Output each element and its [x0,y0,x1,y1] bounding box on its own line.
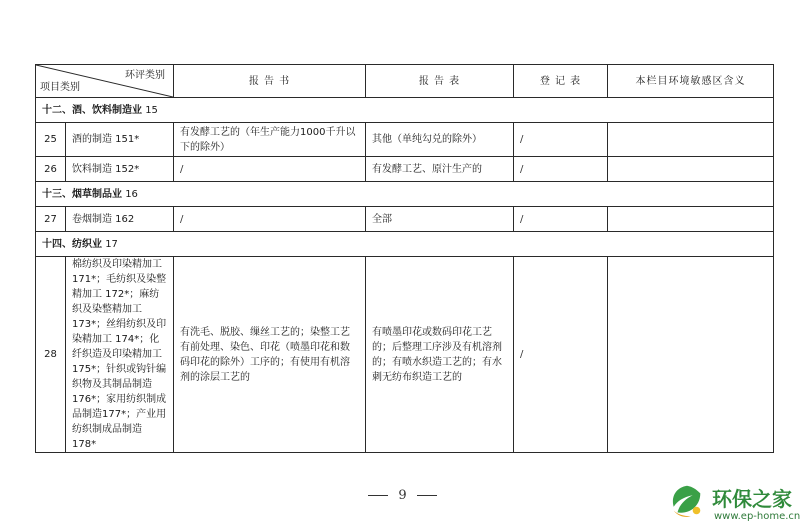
regulation-table [35,64,774,453]
footer-dash-right [417,495,437,496]
row-report-book: / [174,157,366,182]
row-category: 棉纺织及印染精加工171*；毛纺织及染整精加工 172*；麻纺织及染整精加工 173*；丝绢纺织及印染精加工 174*；化纤织造及印染精加工 175*；针织或钩针编织物及其制品制造 176*；家用纺织制成品制造177*；产业用纺织制成品制造 178* [66,257,174,453]
table-row [36,123,774,157]
row-registration: / [514,123,608,157]
section-row [36,232,774,257]
row-number: 25 [36,123,66,157]
section-code: 15 [145,104,158,116]
row-report-form: 其他（单纯勾兑的除外） [366,123,514,157]
section-title: 十三、烟草制品业 [42,188,122,200]
section-row [36,182,774,207]
section-cell [36,182,774,207]
table-row [36,207,774,232]
header-registration: 登 记 表 [514,65,608,98]
row-report-book: 有发酵工艺的（年生产能力1000千升以下的除外） [174,123,366,157]
section-cell [36,98,774,123]
row-report-form: 有喷墨印花或数码印花工艺的；后整理工序涉及有机溶剂的；有喷水织造工艺的；有水刺无纺布织造工艺的 [366,257,514,453]
section-title: 十二、酒、饮料制造业 [42,104,142,116]
section-code: 17 [105,238,118,250]
section-cell [36,232,774,257]
watermark-url: www.ep-home.cn [714,511,801,522]
row-report-form: 有发酵工艺、原汁生产的 [366,157,514,182]
header-sensitive-area: 本栏目环境敏感区含义 [608,65,774,98]
row-sensitive-area [608,123,774,157]
row-report-book: / [174,207,366,232]
section-title: 十四、纺织业 [42,238,102,250]
row-category: 饮料制造 152* [66,157,174,182]
row-category: 酒的制造 151* [66,123,174,157]
table-row [36,257,774,453]
watermark-brand: 环保之家 [712,487,792,511]
row-sensitive-area [608,207,774,232]
row-sensitive-area [608,157,774,182]
row-report-form: 全部 [366,207,514,232]
header-report-book: 报 告 书 [174,65,366,98]
watermark [662,476,805,529]
row-number: 27 [36,207,66,232]
row-registration: / [514,207,608,232]
table-row [36,157,774,182]
row-registration: / [514,157,608,182]
header-corner-cell [36,65,174,98]
section-code: 16 [125,188,138,200]
footer-dash-left [368,495,388,496]
leaf-swirl-icon [668,482,706,520]
row-number: 28 [36,257,66,453]
row-sensitive-area [608,257,774,453]
row-report-book: 有洗毛、脱胶、缫丝工艺的；染整工艺有前处理、染色、印花（喷墨印花和数码印花的除外）工序的；有使用有机溶剂的涂层工艺的 [174,257,366,453]
header-report-form: 报 告 表 [366,65,514,98]
row-category: 卷烟制造 162 [66,207,174,232]
section-row [36,98,774,123]
table-header-row [36,65,774,98]
page-number: 9 [398,488,407,503]
row-registration: / [514,257,608,453]
row-number: 26 [36,157,66,182]
header-corner-bottom: 项目类别 [40,82,80,93]
header-corner-top: 环评类别 [125,70,165,81]
